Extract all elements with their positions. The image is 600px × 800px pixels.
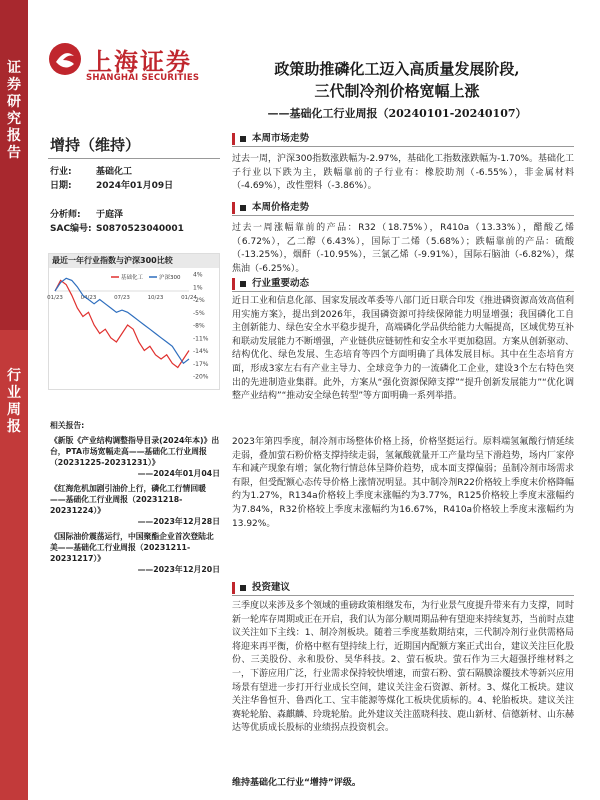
section-rule bbox=[232, 291, 574, 292]
side-label-char: 证 bbox=[7, 60, 21, 76]
meta-sac bbox=[50, 223, 184, 236]
section-investment-advice-p2: 维持基础化工行业“增持”评级。 bbox=[232, 778, 361, 788]
section-bar bbox=[232, 582, 235, 594]
side-label-char: 券 bbox=[7, 77, 21, 93]
side-label-char: 报 bbox=[7, 419, 21, 435]
meta-sac-label: SAC编号: bbox=[50, 224, 92, 234]
section-bar bbox=[232, 278, 235, 290]
meta-date bbox=[50, 180, 173, 193]
rating: 增持（维持） bbox=[50, 136, 141, 154]
side-label-report bbox=[0, 60, 28, 162]
bullet-square-icon bbox=[240, 281, 246, 287]
section-title: 投资建议 bbox=[252, 582, 291, 593]
y-tick-label: -20% bbox=[193, 373, 209, 381]
side-strip-top bbox=[0, 0, 28, 330]
side-label-char: 报 bbox=[7, 128, 21, 144]
related-reports bbox=[50, 420, 220, 579]
meta-industry bbox=[50, 166, 132, 179]
section-industry-news-p1: 近日工业和信息化部、国家发展改革委等八部门近日联合印发《推进磷资源高效高值利用实施方案》，提出到2026年，我国磷资源可持续保障能力明显增强；我国磷化工自主创新能力、绿色安全水平稳步提升，高端磷化学品供给能力大幅提高，区域优势互补和联动发展能力不断增强，产业链供应链韧性和安全水平更加稳固。方案从创新驱动、结构优化、绿色发展、生态培育等四个方面明确了具体发展目标。其中在生态培育方面，形成3家左右有产业主导力、全球竞争力的一流磷化工企业，建设3个左右特色突出的先进制造业集群。此外，方案从“强化资源保障支撑”“提升创新发展能力”“优化调整产业结构”“推动安全绿色转型”等方面明确一系列举措。 bbox=[232, 296, 575, 402]
side-label-char: 究 bbox=[7, 111, 21, 127]
legend-label: 基础化工 bbox=[121, 275, 144, 281]
y-tick-label: 4% bbox=[193, 271, 203, 279]
title-line-1: 政策助推磷化工迈入高质量发展阶段, bbox=[274, 60, 520, 78]
related-item[interactable] bbox=[50, 483, 220, 527]
meta-date-value: 2024年01月09日 bbox=[96, 181, 174, 191]
related-item-date: ——2023年12月28日 bbox=[137, 517, 220, 526]
y-tick-label: -11% bbox=[193, 335, 209, 343]
meta-analyst bbox=[50, 209, 123, 222]
x-tick-label: 01/24 bbox=[181, 295, 197, 301]
section-rule bbox=[232, 595, 574, 596]
bullet-square-icon bbox=[240, 136, 246, 142]
side-label-char: 告 bbox=[7, 145, 21, 161]
chart-plot bbox=[49, 268, 219, 389]
related-item-title[interactable]: 《红海危机加剧引油价上行，磷化工行情回暖——基础化工行业周报（20231218-20231224）》 bbox=[50, 484, 206, 515]
side-label-char: 周 bbox=[7, 402, 21, 418]
related-item-date: ——2024年01月04日 bbox=[137, 469, 220, 478]
chart-title: 最近一年行业指数与沪深300比较 bbox=[49, 254, 219, 268]
section-title: 本周价格走势 bbox=[252, 202, 310, 213]
section-investment-advice-p1: 三季度以来涉及多个领域的重磅政策相继发布，为行业景气度提升带来有力支撑，同时新一轮库存周期或正在开启，我们认为部分顺周期品种有望迎来持续复苏，当前时点建议关注如下主线：1、制冷剂板块。随着三季度基数期结束，三代制冷剂行业供需格局将迎来再平衡，价格中枢有望持续上行，近期国内配额方案正式出台，建议关注巨化股份、三美股份、永和股份、昊华科技。2、萤石板块。萤石作为三大超强抒维材料之一，下游应用广泛，行业需求保持较快增速，而萤石粉、萤石隔膜涂覆技术等新兴应用场景有望进一步打开行业成长空间，建议关注金石资源、新材。3、煤化工板块。建议关注华鲁恒升、鲁西化工、宝丰能源等煤化工板块优质标的。4、轮胎板块。建议关注赛轮轮胎、森麒麟、玲珑轮胎。此外建议关注蓝晓科技、鹿山新材、信德新材、山东赫达等优质成长股标的业绩拐点投资机会。 bbox=[232, 601, 575, 734]
side-label-char: 研 bbox=[7, 94, 21, 110]
related-item[interactable] bbox=[50, 435, 220, 479]
related-item[interactable] bbox=[50, 531, 220, 575]
related-heading: 相关报告: bbox=[50, 421, 85, 430]
section-title: 本周市场走势 bbox=[252, 133, 310, 144]
bullet-square-icon bbox=[240, 585, 246, 591]
y-tick-label: -17% bbox=[193, 360, 209, 368]
y-tick-label: -2% bbox=[193, 297, 205, 304]
series-line-industry bbox=[55, 280, 189, 367]
meta-industry-value: 基础化工 bbox=[96, 167, 133, 177]
section-industry-news-p2: 2023年第四季度，制冷剂市场整体价格上扬，价格坚挺运行。原料端氢氟酸行情延续走弱，叠加萤石粉价格支撑持续走弱，氢氟酸就量开工产量均呈下滑趋势，场内厂家停车和减产现象有增；氯化物行情总体呈降价趋势，成本面支撑偏弱；虽制冷剂市场需求有限，但受配额心态传导价格上涨情况明显。其中制冷剂R22价格较上季度末价格降幅约为1.27%，R134a价格较上季度末涨幅约为3.77%，R125价格较上季度末涨幅约为7.84%，R32价格较上季度末涨幅约为16.67%，R410a价格较上季度末涨幅约为13.92%。 bbox=[232, 437, 575, 529]
meta-analyst-label: 分析师: bbox=[50, 210, 81, 220]
company-logo bbox=[48, 40, 218, 90]
x-tick-label: 04/23 bbox=[80, 295, 97, 301]
y-tick-label: -8% bbox=[193, 322, 205, 330]
y-tick-label: -5% bbox=[193, 309, 205, 317]
side-label-weekly bbox=[0, 368, 28, 436]
meta-analyst-value: 于庭泽 bbox=[96, 210, 124, 220]
section-market-trend-body: 过去一周，沪深300指数涨跌幅为-2.97%，基础化工指数涨跌幅为-1.70%。基础化工子行业以下跌为主，跌幅靠前的子行业有：橡胶助剂（-6.55%），非金属材料（-4.69%），改性塑料（-3.86%）。 bbox=[232, 154, 574, 192]
section-industry-news-header bbox=[232, 276, 574, 291]
logo-text-cn: 上海证券 bbox=[88, 48, 192, 76]
y-tick-label: 1% bbox=[193, 284, 203, 292]
related-item-date: ——2023年12月20日 bbox=[137, 565, 220, 574]
x-tick-label: 01/23 bbox=[47, 295, 63, 301]
section-rule bbox=[232, 146, 574, 147]
title-line-2: 三代制冷剂价格宽幅上涨 bbox=[314, 82, 480, 100]
side-label-char: 业 bbox=[7, 385, 21, 401]
related-item-title[interactable]: 《新版《产业结构调整指导目录(2024年本)》出台，PTA市场宽幅走高——基础化工行业周报（20231225-20231231）》 bbox=[50, 436, 220, 467]
section-bar bbox=[232, 202, 235, 214]
section-title: 行业重要动态 bbox=[252, 278, 310, 289]
related-item-title[interactable]: 《国际油价震荡运行，中国聚酯企业首次登陆北美——基础化工行业周报（20231211-20231217）》 bbox=[50, 532, 214, 563]
section-bar bbox=[232, 133, 235, 145]
section-rule bbox=[232, 215, 574, 216]
meta-sac-value: S0870523040001 bbox=[96, 224, 184, 234]
legend-label: 沪深300 bbox=[159, 275, 181, 281]
meta-industry-label: 行业: bbox=[50, 167, 72, 177]
section-price-trend-header bbox=[232, 200, 574, 215]
bullet-square-icon bbox=[240, 205, 246, 211]
index-comparison-chart bbox=[48, 253, 220, 390]
meta-date-label: 日期: bbox=[50, 181, 72, 191]
rating-divider bbox=[48, 158, 220, 159]
logo-mark-icon bbox=[48, 42, 82, 76]
x-tick-label: 07/23 bbox=[114, 295, 130, 301]
report-title bbox=[232, 58, 562, 124]
side-label-char: 行 bbox=[7, 368, 21, 384]
section-market-trend-header bbox=[232, 131, 574, 146]
side-strip bbox=[0, 0, 28, 800]
y-tick-label: -14% bbox=[193, 348, 209, 355]
title-subtitle: ——基础化工行业周报（20240101-20240107） bbox=[267, 107, 527, 120]
x-tick-label: 10/23 bbox=[147, 295, 164, 301]
section-investment-advice-header bbox=[232, 580, 574, 595]
logo-text-en: SHANGHAI SECURITIES bbox=[86, 73, 200, 83]
section-price-trend-body: 过去一周涨幅靠前的产品：R32（18.75%），R410a（13.33%），醋酸乙烯（6.72%），乙二醇（6.43%），国际丁二烯（5.68%）；跌幅靠前的产品：硫酸（-13.25%），烟酐（-10.95%），三氯乙烯（-9.91%），国际石脑油（-6.82%），煤焦油（-6.25%）。 bbox=[232, 223, 574, 274]
